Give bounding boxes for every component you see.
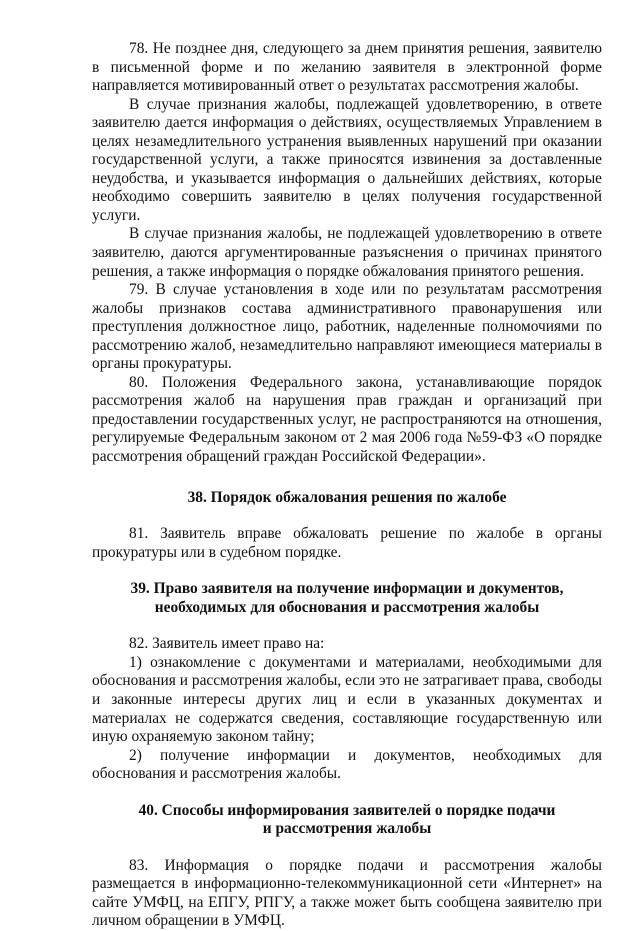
paragraph-81: 81. Заявитель вправе обжаловать решение по жалобе в органы прокуратуры или в судебном порядке. [92, 525, 602, 561]
section-39-heading [92, 580, 602, 617]
paragraph-83: 83. Информация о порядке подачи и рассмотрения жалобы размещается в информационно-телекоммуникационной сети «Интернет» на сайте УМФЦ, на ЕПГУ, РПГУ, а также может быть сообщена заявителю при личном обращении в УМФЦ. [92, 856, 602, 930]
paragraph-complaint-rejected: В случае признания жалобы, не подлежащей удовлетворению в ответе заявителю, даются аргументированные разъяснения о причинах принятого решения, а также информация о порядке обжалования принятого решения. [92, 225, 602, 280]
section-40-heading [92, 802, 602, 839]
paragraph-80: 80. Положения Федерального закона, устанавливающие порядок рассмотрения жалоб на нарушения прав граждан и организаций при предоставлении государственных услуг, не распространяются на отношения, регулируемые Федеральным законом от 2 мая 2006 года №59-ФЗ «О порядке рассмотрения обращений граждан Российской Федерации». [92, 373, 602, 466]
section-40-heading-line1: 40. Способы информирования заявителей о порядке подачи [138, 801, 556, 819]
paragraph-82-item-2: 2) получение информации и документов, необходимых для обоснования и рассмотрения жалобы. [92, 746, 602, 783]
paragraph-82: 82. Заявитель имеет право на: [129, 635, 325, 653]
section-39-heading-line2: необходимых для обоснования и рассмотрения жалобы [154, 598, 540, 616]
paragraph-82-item-1: 1) ознакомление с документами и материалами, необходимыми для обоснования и рассмотрения жалобы, если это не затрагивает права, свободы и законные интересы других лиц и если в указанных документах и материалах не содержатся сведения, составляющие государственную или иную охраняемую законом тайну; [92, 653, 602, 746]
paragraph-78: 78. Не позднее дня, следующего за днем принятия решения, заявителю в письменной форме и по желанию заявителя в электронной форме направляется мотивированный ответ о результатах рассмотрения жалобы. [92, 40, 602, 95]
section-40-heading-line2: и рассмотрения жалобы [262, 820, 432, 838]
section-38-heading: 38. Порядок обжалования решения по жалобе [187, 488, 507, 506]
section-39-heading-line1: 39. Право заявителя на получение информации и документов, [130, 580, 564, 598]
paragraph-79: 79. В случае установления в ходе или по результатам рассмотрения жалобы признаков состава административного правонарушения или преступления должностное лицо, работник, наделенные полномочиями по рассмотрению жалоб, незамедлительно направляют имеющиеся материалы в органы прокуратуры. [92, 281, 602, 373]
paragraph-complaint-satisfied: В случае признания жалобы, подлежащей удовлетворению, в ответе заявителю дается информация о действиях, осуществляемых Управлением в целях незамедлительного устранения выявленных нарушений при оказании государственной услуги, а также приносятся извинения за доставленные неудобства, и указывается информация о дальнейших действиях, которые необходимо совершить заявителю в целях получения государственной услуги. [92, 95, 602, 224]
